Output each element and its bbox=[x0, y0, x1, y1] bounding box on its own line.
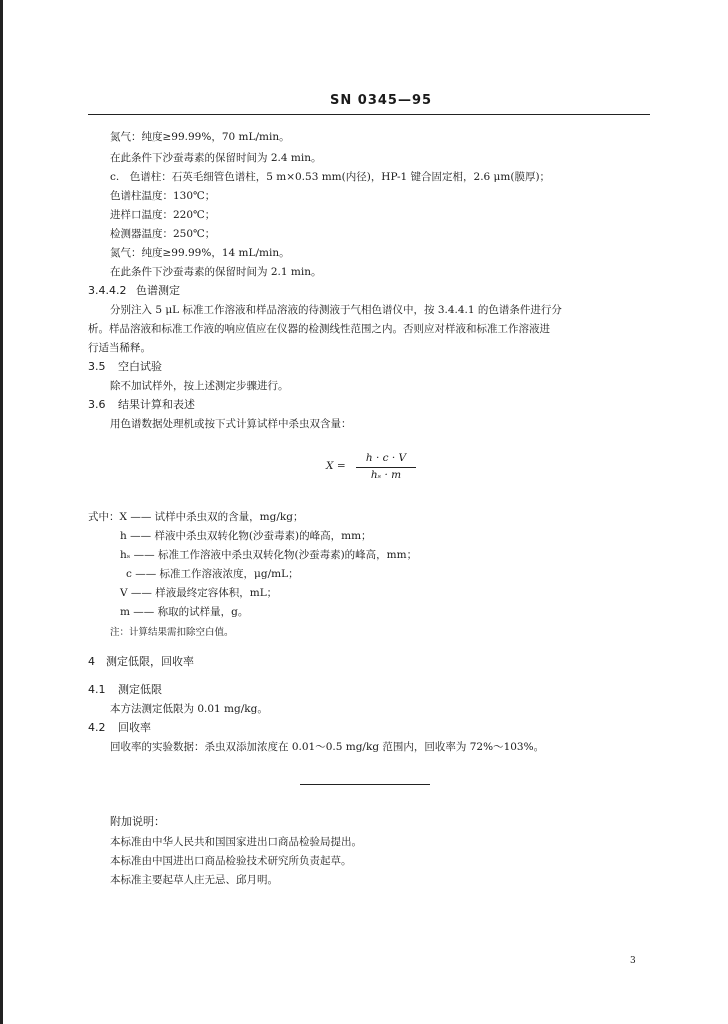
section-number: 3.5 bbox=[88, 360, 106, 373]
text-line: 色谱柱温度：130℃； bbox=[110, 190, 216, 202]
paragraph-line: 用色谱数据处理机或按下式计算试样中杀虫双含量： bbox=[110, 418, 352, 430]
formula-lhs: X = bbox=[326, 460, 346, 472]
appendix-line: 本标准由中国进出口商品检验技术研究所负责起草。 bbox=[110, 855, 352, 867]
paragraph-line: 回收率的实验数据：杀虫双添加浓度在 0.01～0.5 mg/kg 范围内，回收率为 72%～103%。 bbox=[110, 741, 545, 753]
note-line: 注：计算结果需扣除空白值。 bbox=[110, 627, 234, 638]
section-number: 4.2 bbox=[88, 721, 106, 734]
variable-line: V —— 样液最终定容体积，mL； bbox=[120, 587, 278, 599]
section-title: 测定低限，回收率 bbox=[106, 655, 194, 668]
appendix-line: 本标准由中华人民共和国国家进出口商品检验局提出。 bbox=[110, 836, 362, 848]
section-title: 结果计算和表述 bbox=[118, 398, 195, 411]
text-line: 氮气：纯度≥99.99%，70 mL/min。 bbox=[110, 131, 290, 143]
text-line: 进样口温度：220℃； bbox=[110, 209, 216, 221]
section-number: 3.6 bbox=[88, 398, 106, 411]
text-line: 氮气：纯度≥99.99%，14 mL/min。 bbox=[110, 247, 290, 259]
formula bbox=[326, 452, 426, 482]
section-heading-42 bbox=[88, 721, 151, 735]
text-line: 在此条件下沙蚕毒素的保留时间为 2.4 min。 bbox=[110, 152, 322, 164]
text-line: 检测器温度：250℃； bbox=[110, 228, 216, 240]
paragraph-line: 行适当稀释。 bbox=[88, 342, 151, 354]
header-rule bbox=[88, 114, 650, 115]
separator-rule bbox=[300, 784, 430, 785]
variable-line: m —— 称取的试样量，g。 bbox=[120, 606, 249, 618]
paragraph-line: 本方法测定低限为 0.01 mg/kg。 bbox=[110, 703, 268, 715]
scan-edge bbox=[0, 0, 3, 1024]
section-heading-41 bbox=[88, 683, 162, 697]
section-title: 测定低限 bbox=[118, 683, 162, 696]
page-number: 3 bbox=[630, 956, 636, 966]
variable-line: h —— 样液中杀虫双转化物(沙蚕毒素)的峰高，mm； bbox=[120, 530, 372, 542]
formula-numerator: h · c · V bbox=[365, 452, 407, 464]
section-number: 3.4.4.2 bbox=[88, 284, 127, 297]
formula-denominator: hₛ · m bbox=[370, 469, 402, 481]
section-heading-36 bbox=[88, 398, 195, 412]
text-line: 在此条件下沙蚕毒素的保留时间为 2.1 min。 bbox=[110, 266, 322, 278]
standard-code: SN 0345—95 bbox=[330, 93, 433, 108]
variable-line: c —— 标准工作溶液浓度，μg/mL； bbox=[126, 568, 299, 580]
fraction-bar bbox=[356, 467, 416, 468]
variable-line: 式中：X —— 试样中杀虫双的含量，mg/kg； bbox=[88, 511, 304, 523]
paragraph-line: 分别注入 5 μL 标准工作溶液和样品溶液的待测液于气相色谱仪中，按 3.4.4.1 的色谱条件进行分 bbox=[110, 304, 562, 316]
section-heading-35 bbox=[88, 360, 162, 374]
section-title: 空白试验 bbox=[118, 360, 162, 373]
section-heading-4 bbox=[88, 655, 194, 669]
text-line: c. 色谱柱：石英毛细管色谱柱，5 m×0.53 mm(内径)，HP-1 键合固定相，2.6 μm(膜厚)； bbox=[110, 171, 551, 183]
section-number: 4.1 bbox=[88, 683, 106, 696]
appendix-line: 本标准主要起草人庄无忌、邱月明。 bbox=[110, 874, 278, 886]
paragraph-line: 除不加试样外，按上述测定步骤进行。 bbox=[110, 380, 289, 392]
variable-line: hₛ —— 标准工作溶液中杀虫双转化物(沙蚕毒素)的峰高，mm； bbox=[120, 549, 418, 561]
appendix-title: 附加说明： bbox=[110, 815, 165, 828]
paragraph-line: 析。样品溶液和标准工作液的响应值应在仪器的检测线性范围之内。否则应对样液和标准工作溶液进 bbox=[88, 323, 550, 335]
section-number: 4 bbox=[88, 655, 95, 668]
section-title: 回收率 bbox=[118, 721, 151, 734]
section-title: 色谱测定 bbox=[136, 284, 180, 297]
section-heading-3442 bbox=[88, 284, 180, 298]
